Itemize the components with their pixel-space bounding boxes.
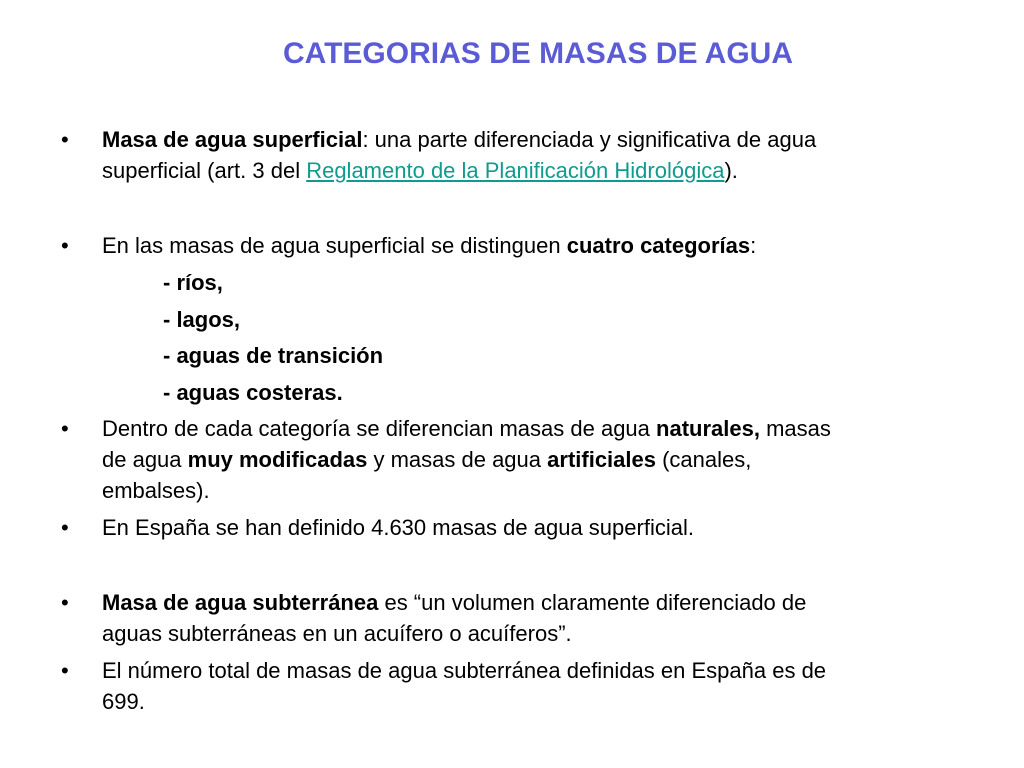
bullet-1-text: : una parte diferenciada y significativa de agua bbox=[362, 127, 817, 152]
bullet-5-line-2: aguas subterráneas en un acuífero o acuíferos”. bbox=[102, 621, 572, 646]
term-muy-modificadas: muy modificadas bbox=[187, 447, 368, 472]
bullet-6-line-1: El número total de masas de agua subterránea definidas en España es de bbox=[102, 658, 827, 683]
bullet-3-line-3: embalses). bbox=[102, 478, 210, 503]
category-rios: - ríos, bbox=[163, 270, 223, 295]
bullet-1-line-1 bbox=[102, 124, 816, 155]
bullet-6-line-2: 699. bbox=[102, 689, 145, 714]
bullet-5-text: es “un volumen claramente diferenciado de bbox=[378, 590, 807, 615]
bullet-3-text: Dentro de cada categoría se diferencian masas de agua bbox=[102, 416, 657, 441]
term-cuatro-categorias: cuatro categorías bbox=[566, 233, 751, 258]
category-aguas-costeras: - aguas costeras. bbox=[163, 380, 343, 405]
bullet-1-marker: • bbox=[61, 127, 69, 152]
bullet-3-marker: • bbox=[61, 416, 69, 441]
bullet-2-text-2: : bbox=[750, 233, 757, 258]
bullet-3-text-4: y masas de agua bbox=[367, 447, 548, 472]
bullet-5-marker: • bbox=[61, 590, 69, 615]
bullet-5-line-1 bbox=[102, 587, 806, 618]
bullet-3-text-3: de agua bbox=[102, 447, 188, 472]
term-artificiales: artificiales bbox=[547, 447, 656, 472]
bullet-3-line-2 bbox=[102, 444, 751, 475]
bullet-1-line-2 bbox=[102, 155, 738, 186]
reglamento-link[interactable]: Reglamento de la Planificación Hidrológica bbox=[306, 158, 725, 183]
bullet-4-marker: • bbox=[61, 515, 69, 540]
term-subterranea: Masa de agua subterránea bbox=[102, 590, 379, 615]
category-aguas-transicion: - aguas de transición bbox=[163, 343, 384, 368]
bullet-2-line-1 bbox=[102, 230, 756, 261]
bullet-3-line-1 bbox=[102, 413, 831, 444]
term-superficial: Masa de agua superficial bbox=[102, 127, 363, 152]
bullet-1-text-3: ). bbox=[724, 158, 738, 183]
category-lagos: - lagos, bbox=[163, 307, 241, 332]
bullet-2-text: En las masas de agua superficial se distinguen bbox=[102, 233, 567, 258]
bullet-3-text-2: masas bbox=[759, 416, 831, 441]
bullet-2-marker: • bbox=[61, 233, 69, 258]
slide-title: CATEGORIAS DE MASAS DE AGUA bbox=[282, 37, 794, 70]
bullet-1-text-2: superficial (art. 3 del bbox=[102, 158, 307, 183]
bullet-3-text-5: (canales, bbox=[655, 447, 752, 472]
bullet-6-marker: • bbox=[61, 658, 69, 683]
bullet-4-line-1: En España se han definido 4.630 masas de agua superficial. bbox=[102, 515, 694, 540]
term-naturales: naturales, bbox=[656, 416, 760, 441]
